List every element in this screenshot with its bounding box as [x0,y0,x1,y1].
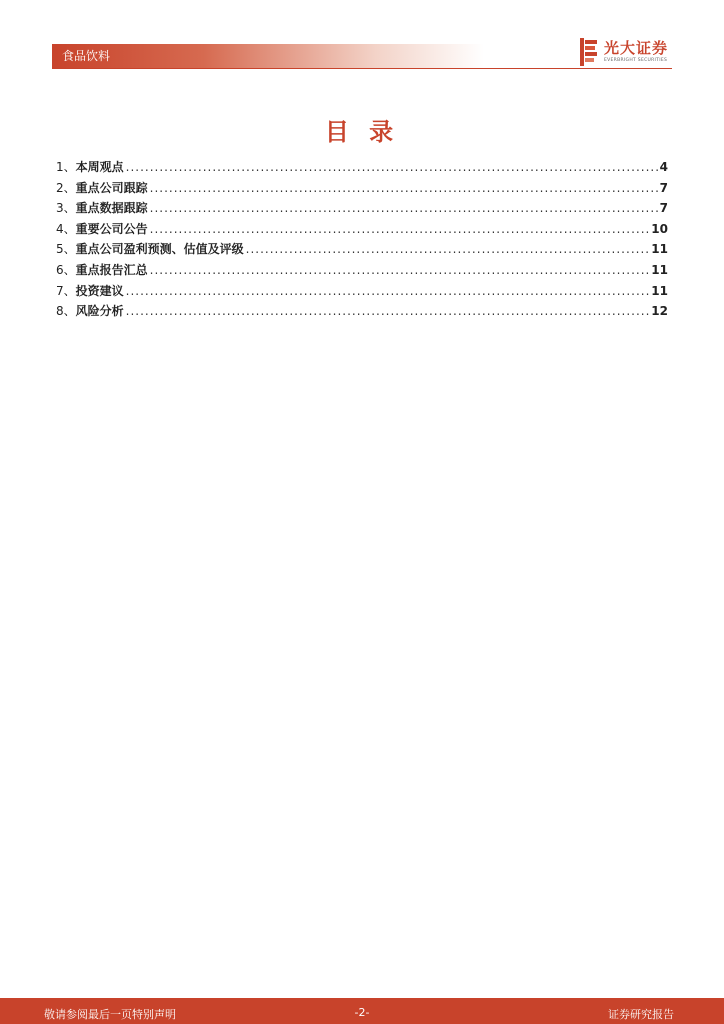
toc-entry[interactable] [56,240,668,261]
toc-entry-page: 4 [659,160,668,174]
toc-leader-dots [150,222,650,236]
table-of-contents [56,158,668,323]
toc-entry-page: 7 [659,180,668,195]
toc-entry[interactable] [56,199,668,220]
toc-entry-title: 重点数据跟踪 [75,201,148,216]
header-band [52,44,484,68]
toc-entry-number: 8、 [56,304,76,319]
toc-entry-title: 重点公司盈利预测、估值及评级 [75,242,244,257]
toc-leader-dots [150,263,650,277]
toc-entry-title: 风险分析 [75,304,124,319]
toc-entry-title: 重点公司跟踪 [75,180,148,195]
toc-entry-page: 11 [651,242,668,257]
toc-entry[interactable] [56,158,668,179]
toc-leader-dots [150,181,658,195]
toc-entry[interactable] [56,261,668,282]
toc-entry-page: 12 [651,304,668,319]
toc-entry-number: 4、 [56,221,76,236]
footer-disclaimer-note: 敬请参阅最后一页特别声明 [44,1008,176,1021]
toc-leader-dots [126,284,650,298]
toc-entry-number: 2、 [56,180,76,195]
toc-leader-dots [150,201,658,215]
toc-entry-number: 6、 [56,262,76,277]
toc-entry-number: 1、 [56,160,76,174]
toc-entry[interactable] [56,302,668,323]
brand-logo [580,38,676,66]
toc-entry-number: 3、 [56,201,76,216]
toc-entry-page: 7 [659,201,668,216]
toc-leader-dots [126,304,650,318]
section-label: 食品饮料 [62,49,111,63]
toc-entry-page: 11 [651,262,668,277]
footer-report-type: 证券研究报告 [608,1008,674,1021]
header-divider [52,68,672,69]
toc-leader-dots [126,160,658,174]
toc-entry-title: 重要公司公告 [75,221,148,236]
toc-entry-title: 本周观点 [75,160,124,174]
toc-title: 目 录 [324,118,400,146]
toc-entry-title: 投资建议 [75,283,124,298]
page-number: -2- [354,1006,370,1019]
toc-entry-page: 11 [651,283,668,298]
toc-entry-page: 10 [651,221,668,236]
toc-entry[interactable] [56,282,668,303]
toc-entry-number: 7、 [56,283,76,298]
toc-leader-dots [246,242,650,256]
toc-entry[interactable] [56,220,668,241]
toc-entry-title: 重点报告汇总 [75,262,148,277]
brand-name: 光大证券 [604,39,669,57]
toc-entry-number: 5、 [56,242,76,257]
brand-subtitle: EVERBRIGHT SECURITIES [604,58,668,63]
brand-mark-icon [580,38,598,66]
toc-entry[interactable] [56,179,668,200]
